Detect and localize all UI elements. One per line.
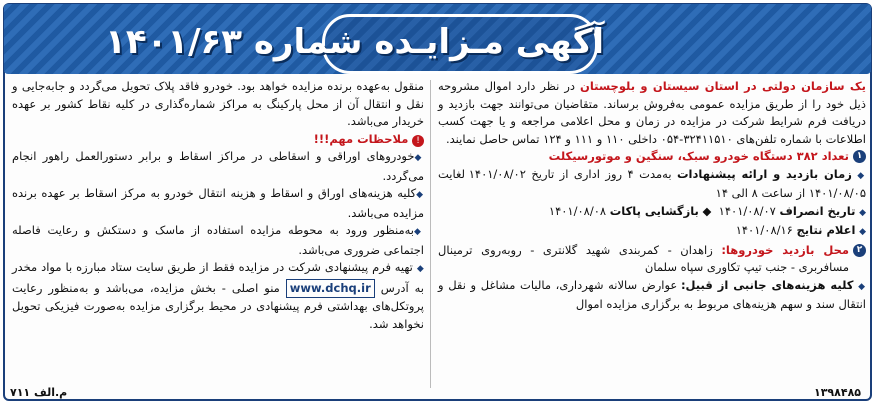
header-banner <box>4 4 871 74</box>
location-paragraph <box>438 242 849 277</box>
last-note-a: تهیه فرم پیشنهادی شرکت در مزایده فقط از طریق سایت ستاد مبارزه با مواد مخدر به آدرس <box>12 260 424 295</box>
withdraw-opening: ◆ تاریخ انصراف ۱۴۰۱/۰۸/۰۷ ◆ بازگشایی پاکات ۱۴۰۱/۰۸/۰۸ <box>438 203 866 223</box>
visit-text: به‌مدت ۴ روز اداری از تاریخ ۱۴۰۱/۰۸/۰۲ لغایت ۱۴۰۱/۰۸/۰۵ از ساعت ۸ الی ۱۴ <box>438 166 866 200</box>
left-intro: منقول به‌عهده برنده مزایده خواهد بود. خودرو فاقد پلاک تحویل می‌گردد و جابه‌جایی و نقل و انتقال آن از محل پارکینگ به مراکز شماره‌گذاری در کلیه نقاط کشور بر عهده خریدار می‌باشد. <box>12 79 424 128</box>
website-link[interactable]: www.dchq.ir <box>286 279 375 299</box>
note-item: ◆ کلیه هزینه‌های اوراق و اسقاط و هزینه انتقال خودرو به مرکز اسقاط بر عهده برنده مزایده می‌باشد. <box>12 185 424 222</box>
visit-time <box>438 166 866 203</box>
results-date <box>438 222 866 242</box>
location-text: زاهدان - کمربندی شهید گلانتری - روبه‌روی ترمینال مسافربری - جنب تیپ تکاوری سپاه سلمان <box>438 242 849 274</box>
withdraw-label: تاریخ انصراف <box>779 203 856 218</box>
costs-paragraph <box>438 277 866 314</box>
right-column <box>438 78 866 314</box>
intro-org: یک سازمان دولتی در استان سیستان و بلوچستان <box>580 79 866 93</box>
note-item: ◆ خودروهای اوراقی و اسقاطی در مراکز اسقاط و برابر دستورالعمل راهور انجام می‌گردد. <box>12 148 424 185</box>
results-value: ۱۴۰۱/۰۸/۱۶ <box>735 223 797 237</box>
costs-text: عوارض سالانه شهرداری، مالیات مشاغل و نقل و انتقال سند و سهم هزینه‌های مربوط به برگزاری مزایده اموال <box>438 277 866 311</box>
withdraw-value: ۱۴۰۱/۰۸/۰۷ <box>718 203 780 218</box>
location-label: محل بازدید خودروها: <box>721 242 849 257</box>
note-item: ◆ به‌منظور ورود به محوطه مزایده استفاده از ماسک و دستکش و رعایت فاصله اجتماعی ضروری می‌باشد. <box>12 222 424 259</box>
note-item-website <box>12 259 424 333</box>
section-1-heading <box>438 148 866 166</box>
results-label: اعلام نتایج <box>796 223 856 237</box>
opening-label: بازگشایی پاکات <box>609 203 699 218</box>
warning-icon: ! <box>412 135 424 147</box>
column-divider <box>430 80 431 388</box>
ad-title: آگهی مـزایـده شماره ۱۴۰۱/۶۳ <box>105 22 604 62</box>
last-note-b: منو اصلی - بخش مزایده، می‌باشد و به‌منظور رعایت پروتکل‌های بهداشتی فرم پیشنهادی در محیط برگزاری مزایده به‌صورت فیزیکی تحویل نخواهد شد. <box>12 280 424 331</box>
left-column <box>12 78 424 333</box>
section-1-number: ۱ <box>853 150 866 163</box>
intro-paragraph <box>438 78 866 148</box>
costs-label: کلیه هزینه‌های جانبی از قبیل: <box>680 277 854 292</box>
opening-value: ۱۴۰۱/۰۸/۰۸ <box>548 203 610 218</box>
section-2 <box>438 242 866 277</box>
notes-heading <box>12 131 424 149</box>
notes-title: ملاحظات مهم!!! <box>313 131 409 146</box>
section-1-title: تعداد ۳۸۲ دستگاه خودرو سبک، سنگین و موتورسیکلت <box>548 149 849 163</box>
footer-number: ۱۳۹۸۴۸۵ <box>814 386 861 399</box>
intro-body: در نظر دارد اموال مشروحه ذیل خود را از طریق مزایده عمومی به‌فروش برساند. متقاضیان می‌توانند جهت بازدید و دریافت فرم شرایط شرکت در مزایده در زمان و محل اعلامی مراجعه و یا جهت کسب اطلاعات با شماره تلفن‌های ۳۲۴۱۱۵۱۰-۰۵۴ داخلی ۱۱۰ و ۱۱۱ و ۱۲۴ تماس حاصل نمایند. <box>438 79 866 146</box>
section-2-number: ۲ <box>853 244 866 257</box>
visit-label: زمان بازدید و ارائه پیشنهادات <box>676 166 852 181</box>
footer-code: م.الف ۷۱۱ <box>10 386 68 399</box>
